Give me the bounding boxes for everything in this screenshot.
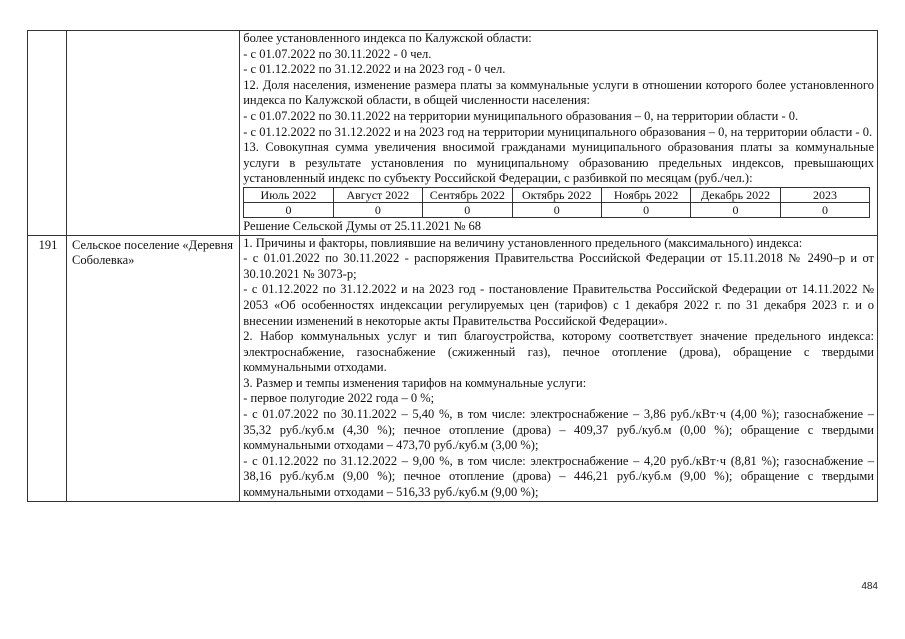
- text-paragraph: 12. Доля населения, изменение размера платы за коммунальные услуги в отношении которого более установленного индекса по Калужской области, в общей численности населения:: [243, 77, 874, 108]
- text-line: - с 01.07.2022 по 30.11.2022 - 0 чел.: [243, 46, 432, 61]
- text-line: - первое полугодие 2022 года – 0 %;: [243, 391, 435, 406]
- months-table: [243, 187, 870, 218]
- month-header: Сентябрь 2022: [423, 187, 512, 202]
- month-value: 0: [601, 202, 690, 217]
- month-value: 0: [333, 202, 422, 217]
- table-row: [28, 235, 878, 501]
- month-header: 2023: [780, 187, 869, 202]
- text-paragraph: 13. Совокупная сумма увеличения вносимой гражданами муниципального образования платы за коммунальные услуги в результате установления по муниципальному образованию предельных индексов, превышающих установленный индекс по субъекту Российской Федерации, с разбивкой по месяцам (руб./чел.):: [243, 140, 874, 186]
- text-paragraph: - с 01.01.2022 по 30.11.2022 - распоряжения Правительства Российской Федерации от 15.11.2018 № 2490–р и от 30.10.2021 № 3073-р;: [243, 251, 874, 281]
- text-line: более установленного индекса по Калужской области:: [243, 31, 532, 45]
- month-header: Август 2022: [333, 187, 422, 202]
- text-paragraph: 1. Причины и факторы, повлиявшие на величину установленного предельного (максимального) индекса:: [243, 235, 803, 250]
- text-paragraph: - с 01.12.2022 по 31.12.2022 – 9,00 %, в том числе: электроснабжение – 4,20 руб./кВт·ч (8,81 %); газоснабжение – 38,16 руб./куб.м (9,00 %); печное отопление (дрова) – 446,21 руб./куб.м (9,00 %); обращение с твердыми коммунальными отходами – 516,33 руб./куб.м (9,00 %);: [243, 453, 874, 500]
- row-number: 191: [28, 235, 67, 501]
- month-header: Декабрь 2022: [691, 187, 780, 202]
- month-value: 0: [512, 202, 601, 217]
- month-value: 0: [691, 202, 780, 217]
- text-line: - с 01.07.2022 по 30.11.2022 на территории муниципального образования – 0, на территории области - 0.: [243, 108, 799, 123]
- months-header-row: [244, 187, 870, 202]
- months-value-row: [244, 202, 870, 217]
- text-paragraph: 2. Набор коммунальных услуг и тип благоустройства, которому соответствует значение предельного индекса: электроснабжение, газоснабжение (сжиженный газ), печное отопление (дрова), обращение с твердыми коммунальными отходами.: [243, 329, 874, 375]
- text-paragraph: - с 01.07.2022 по 30.11.2022 – 5,40 %, в том числе: электроснабжение – 3,86 руб./кВт·ч (4,00 %); газоснабжение – 35,32 руб./куб.м (4,30 %); печное отопление (дрова) – 409,37 руб./куб.м (0,00 %); обращение с твердыми коммунальными отходами – 473,70 руб./куб.м (3,00 %);: [243, 407, 874, 453]
- document-table: [27, 30, 878, 502]
- row-name-cell: [67, 31, 240, 236]
- month-header: Ноябрь 2022: [601, 187, 690, 202]
- month-value: 0: [244, 202, 333, 217]
- text-paragraph: - с 01.12.2022 по 31.12.2022 и на 2023 год - постановление Правительства Российской Федерации от 14.11.2022 № 2053 «Об особенностях индексации регулируемых цен (тарифов) с 1 декабря 2022 г. по 31 декабря 2023 г. и о внесении изменений в некоторые акты Правительства Российской Федерации».: [243, 282, 874, 328]
- month-header: Июль 2022: [244, 187, 333, 202]
- month-value: 0: [423, 202, 512, 217]
- text-line: 3. Размер и темпы изменения тарифов на коммунальные услуги:: [243, 375, 587, 390]
- month-header: Октябрь 2022: [512, 187, 601, 202]
- table-row: [28, 31, 878, 236]
- settlement-name: Сельское поселение «Деревня Соболевка»: [67, 235, 240, 501]
- row-number-cell: [28, 31, 67, 236]
- text-line: - с 01.12.2022 по 31.12.2022 и на 2023 год - 0 чел.: [243, 62, 506, 77]
- decision-reference: Решение Сельской Думы от 25.11.2021 № 68: [243, 218, 482, 233]
- text-paragraph: - с 01.12.2022 по 31.12.2022 и на 2023 год на территории муниципального образования – 0, на территории области - 0.: [243, 124, 873, 139]
- page-number: 484: [861, 581, 878, 592]
- month-value: 0: [780, 202, 869, 217]
- row-description-cell: [240, 235, 878, 501]
- row-description-cell: [240, 31, 878, 236]
